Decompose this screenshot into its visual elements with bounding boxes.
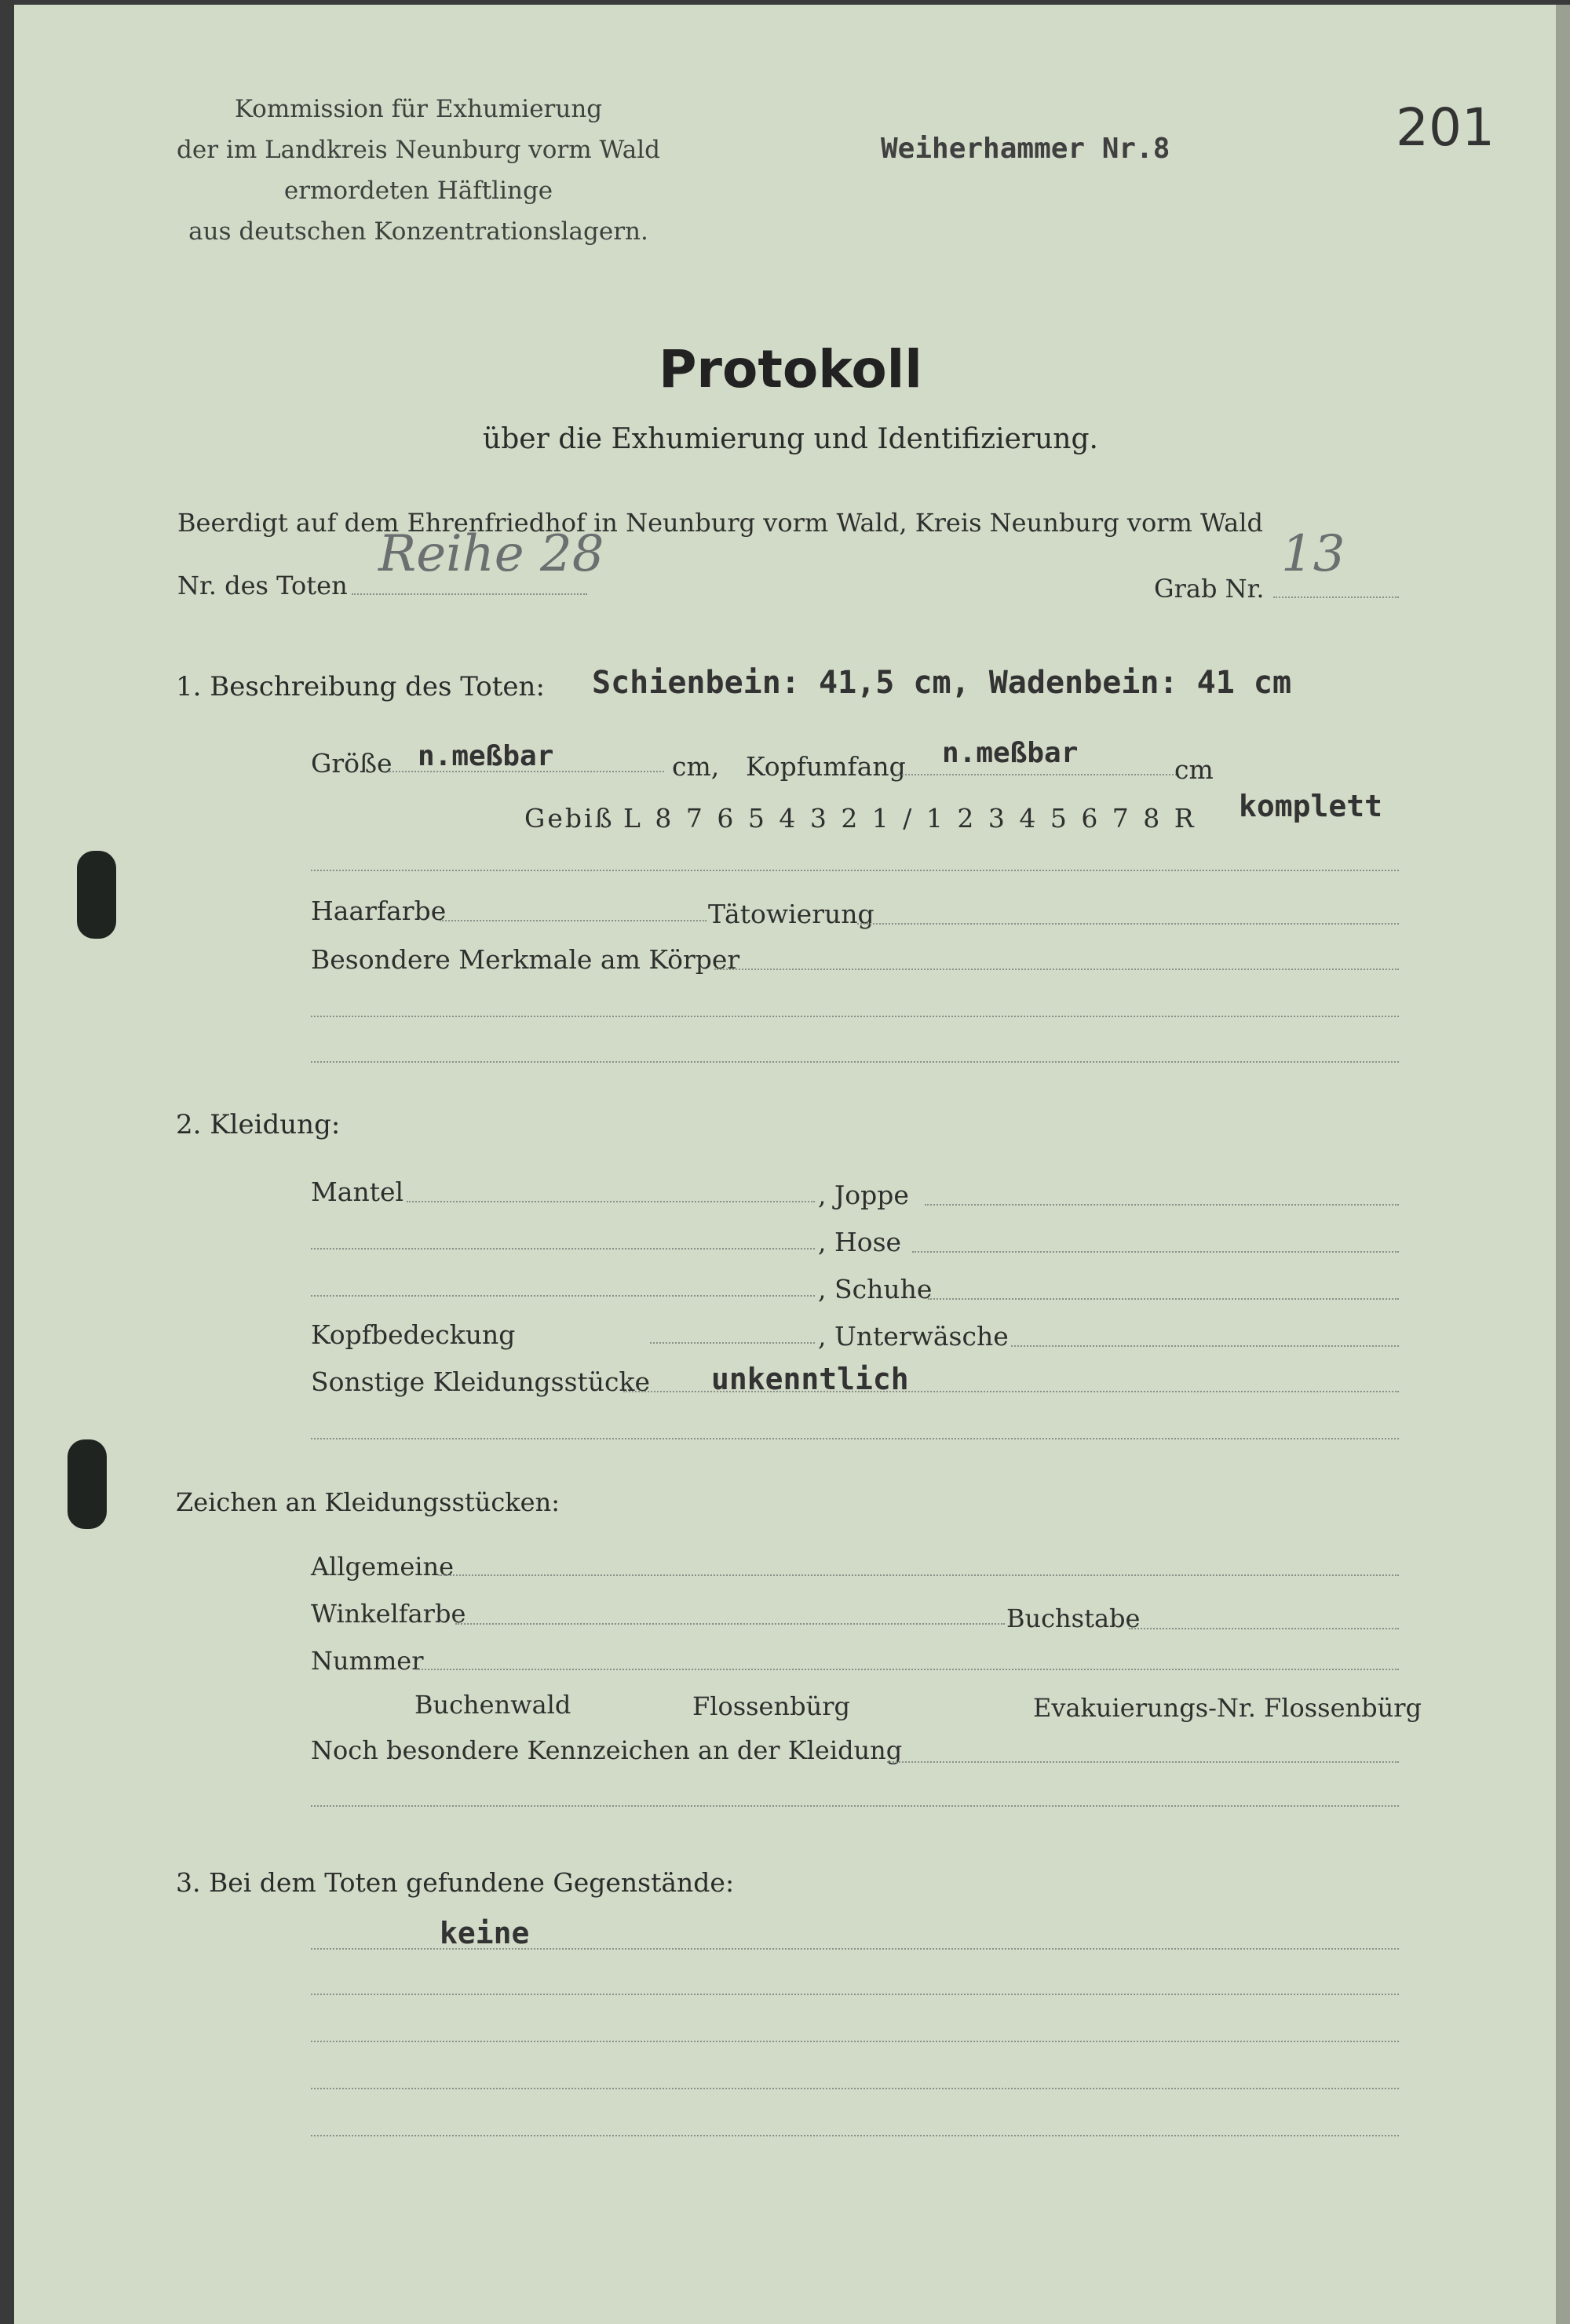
burial-line: Beerdigt auf dem Ehrenfriedhof in Neunburg vorm Wald, Kreis Neunburg vorm Wald [177, 508, 1263, 538]
cm-unit-1: cm, [672, 751, 720, 782]
buchenwald-label: Buchenwald [414, 1690, 571, 1720]
schuhe-line [928, 1298, 1399, 1300]
nummer-label: Nummer [311, 1646, 424, 1676]
buchstabe-label: Buchstabe [1006, 1603, 1141, 1633]
schuhe-label: , Schuhe [818, 1274, 933, 1304]
location-stamp: Weiherhammer Nr.8 [881, 133, 1170, 165]
cm-unit-2: cm [1174, 754, 1214, 785]
dotted-line-7 [311, 1994, 1399, 1995]
dotted-line-5 [311, 1805, 1399, 1807]
nummer-line [416, 1669, 1399, 1670]
groesse-label: Größe [311, 748, 392, 779]
section2-heading: 2. Kleidung: [176, 1109, 341, 1140]
kopfumfang-line [896, 774, 1179, 775]
zeichen-heading: Zeichen an Kleidungsstücken: [176, 1487, 560, 1517]
kopfumfang-value: n.meßbar [942, 737, 1079, 769]
punch-hole-upper [77, 851, 116, 939]
section3-value: keine [440, 1916, 530, 1950]
nr-des-toten-label: Nr. des Toten [177, 571, 348, 600]
commission-line-1: Kommission für Exhumierung [234, 95, 603, 123]
commission-line-3: ermordeten Häftlinge [283, 177, 553, 205]
noch-kennzeichen-line [887, 1761, 1399, 1763]
hose-left-line [311, 1248, 815, 1250]
taetowierung-line [857, 923, 1399, 925]
dotted-line-2 [311, 1016, 1399, 1017]
evakuierung-label: Evakuierungs-Nr. Flossenbürg [1033, 1693, 1422, 1723]
kopfumfang-label: Kopfumfang [746, 751, 906, 782]
merkmale-label: Besondere Merkmale am Körper [311, 944, 740, 975]
hose-label: , Hose [818, 1227, 902, 1257]
punch-hole-lower [68, 1439, 107, 1529]
hose-line [912, 1251, 1399, 1253]
grab-nr-label: Grab Nr. [1154, 574, 1265, 604]
taetowierung-label: Tätowierung [708, 899, 874, 929]
section1-heading: 1. Beschreibung des Toten: [176, 671, 545, 702]
flossenbuerg-label: Flossenbürg [692, 1691, 850, 1721]
dotted-line-4 [311, 1438, 1399, 1439]
page-number: 201 [1396, 97, 1495, 158]
haarfarbe-label: Haarfarbe [311, 896, 447, 926]
gebiss-label: Gebiß [524, 803, 615, 834]
dotted-line-1 [311, 870, 1399, 871]
winkelfarbe-line [455, 1623, 1005, 1625]
haarfarbe-line [440, 920, 706, 921]
merkmale-line [714, 969, 1399, 970]
kopfbedeckung-label: Kopfbedeckung [311, 1319, 516, 1350]
grab-nr-line [1273, 597, 1399, 598]
nr-des-toten-line [352, 593, 587, 595]
page-subtitle: über die Exhumierung und Identifizierung. [483, 423, 1098, 455]
mantel-label: Mantel [311, 1177, 404, 1207]
dotted-line-8 [311, 2041, 1399, 2042]
groesse-value: n.meßbar [418, 740, 554, 772]
gebiss-value: komplett [1239, 789, 1383, 823]
dotted-line-3 [311, 1061, 1399, 1063]
allgemeine-line [438, 1574, 1399, 1576]
section3-heading: 3. Bei dem Toten gefundene Gegenstände: [176, 1867, 735, 1898]
dotted-line-9 [311, 2088, 1399, 2089]
kopfbedeckung-line [650, 1342, 815, 1344]
gebiss-teeth-chart: L 8 7 6 5 4 3 2 1 / 1 2 3 4 5 6 7 8 R [623, 803, 1197, 834]
allgemeine-label: Allgemeine [311, 1552, 455, 1582]
noch-kennzeichen-label: Noch besondere Kennzeichen an der Kleidung [311, 1735, 903, 1765]
dotted-line-10 [311, 2135, 1399, 2136]
dotted-line-6 [311, 1948, 1399, 1950]
nr-des-toten-value: Reihe 28 [378, 525, 604, 583]
grab-nr-value: 13 [1281, 525, 1345, 583]
commission-line-4: aus deutschen Konzentrationslagern. [188, 217, 648, 246]
sonstige-value: unkenntlich [711, 1362, 909, 1396]
form-page [14, 5, 1570, 2324]
commission-line-2: der im Landkreis Neunburg vorm Wald [177, 136, 660, 164]
unterwaesche-line [1011, 1345, 1399, 1347]
winkelfarbe-label: Winkelfarbe [311, 1599, 466, 1629]
page-edge [1556, 5, 1570, 2324]
joppe-label: , Joppe [818, 1180, 909, 1210]
joppe-line [925, 1204, 1399, 1206]
schuhe-left-line [311, 1295, 815, 1297]
page-title: Protokoll [659, 339, 922, 399]
buchstabe-line [1129, 1628, 1399, 1629]
bone-measurements: Schienbein: 41,5 cm, Wadenbein: 41 cm [592, 665, 1292, 701]
mantel-line [407, 1201, 815, 1202]
unterwaesche-label: , Unterwäsche [818, 1321, 1009, 1352]
sonstige-label: Sonstige Kleidungsstücke [311, 1366, 651, 1397]
